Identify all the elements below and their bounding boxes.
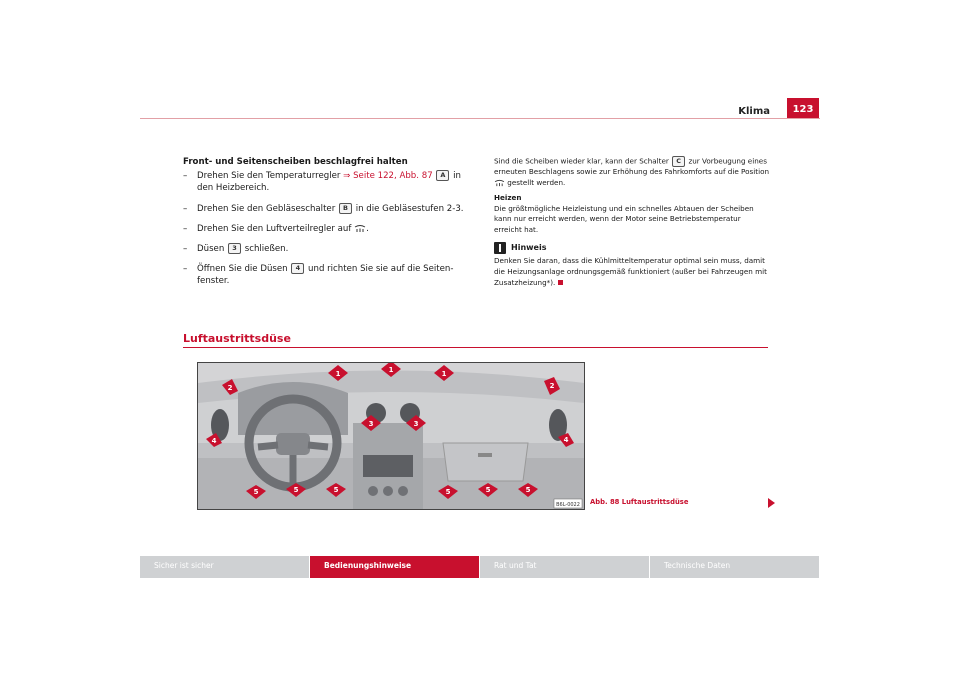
marker-label: 5 [253, 488, 259, 496]
dash: – [183, 264, 188, 275]
marker-label: 4 [563, 436, 569, 444]
instruction-text: Öffnen Sie die Düsen [197, 264, 291, 275]
instruction-item [183, 203, 473, 215]
windshield-defrost-icon [354, 224, 366, 233]
note-text [494, 256, 770, 288]
instruction-text: schließen. [242, 244, 289, 255]
dash: – [183, 171, 188, 182]
paragraph [494, 156, 770, 189]
next-page-arrow-icon[interactable] [768, 498, 775, 508]
note-heading [494, 242, 770, 254]
instruction-text: Drehen Sie den Gebläseschalter [197, 203, 338, 214]
marker-label: 2 [227, 384, 233, 392]
paragraph-text: gestellt werden. [505, 178, 566, 188]
marker-label: 4 [211, 437, 217, 445]
dash: – [183, 203, 188, 214]
marker-label: 2 [549, 382, 555, 390]
page-number: 123 [787, 98, 819, 118]
instruction-text: Drehen Sie den Luftverteilregler auf [197, 223, 355, 234]
air-distribution-icon [494, 179, 505, 187]
end-of-section-mark [558, 280, 563, 285]
instruction-text: in die Gebläsestufen 2-3. [353, 203, 464, 214]
instruction-text: in den Heizbereich. [197, 171, 461, 194]
left-column [183, 156, 473, 296]
control-badge: 3 [228, 243, 241, 254]
heizen-text: Die größtmögliche Heizleistung und ein schnelles Abtauen der Scheiben kann nur erreicht werden, wenn der Motor seine Betriebstemperatur erreicht hat. [494, 203, 754, 235]
dashboard-illustration [197, 362, 585, 510]
marker-label: 3 [413, 420, 419, 428]
paragraph-text: Sind die Scheiben wieder klar, kann der Schalter [494, 156, 672, 166]
subheading: Front- und Seitenscheiben beschlagfrei halten [183, 157, 408, 167]
tab-bedienungshinweise[interactable]: Bedienungshinweise [310, 556, 479, 578]
marker-label: 5 [333, 486, 339, 494]
header-rule [140, 118, 820, 119]
instruction-text: Düsen [197, 244, 228, 255]
control-badge: B [339, 203, 352, 214]
dash: – [183, 244, 188, 255]
instruction-item [183, 170, 473, 194]
dashboard-drawing [198, 363, 584, 509]
instruction-text: . [366, 223, 369, 234]
section-heading: Luftaustrittsdüse [183, 332, 291, 345]
control-badge: A [436, 170, 449, 181]
marker-label: 1 [388, 366, 394, 374]
marker-label: 5 [293, 486, 299, 494]
instruction-text: und richten Sie sie auf die Seiten-fenster. [197, 264, 454, 287]
tab-rat-und-tat[interactable]: Rat und Tat [480, 556, 649, 578]
tab-technische-daten[interactable]: Technische Daten [650, 556, 819, 578]
note-icon [494, 242, 506, 254]
marker-label: 1 [335, 370, 341, 378]
marker-label: 5 [485, 486, 491, 494]
right-column [494, 156, 770, 292]
instruction-item [183, 223, 473, 235]
note-body: Denken Sie daran, dass die Kühlmitteltemperatur optimal sein muss, damit die Heizungsanlage ordnungsgemäß funktioniert (außer bei Fahrzeugen mit Zusatzheizung*). [494, 256, 767, 287]
control-badge: C [672, 156, 685, 167]
instruction-item [183, 243, 473, 255]
section-rule [183, 347, 768, 348]
footer-nav [140, 556, 820, 578]
paragraph-text: zur Vorbeugung eines erneuten Beschlagens sowie zur Erhöhung des Fahrkomforts auf die Position [494, 156, 770, 177]
marker-label: 3 [368, 420, 374, 428]
page-reference-link[interactable]: ⇒ Seite 122, Abb. 87 [343, 171, 433, 182]
instruction-text: Drehen Sie den Temperaturregler [197, 171, 344, 182]
heizen-heading: Heizen [494, 192, 522, 202]
marker-label: 5 [445, 488, 451, 496]
marker-label: 5 [525, 486, 531, 494]
tab-sicher-ist-sicher[interactable]: Sicher ist sicher [140, 556, 309, 578]
note-heading-label: Hinweis [511, 242, 547, 252]
dash: – [183, 223, 188, 234]
running-header-title: Klima [738, 106, 770, 117]
control-badge: 4 [291, 263, 304, 274]
instruction-item [183, 263, 473, 287]
figure-caption: Abb. 88 Luftaustrittsdüse [590, 498, 689, 506]
figure-code: B6L-0022 [556, 502, 580, 508]
marker-label: 1 [441, 370, 447, 378]
